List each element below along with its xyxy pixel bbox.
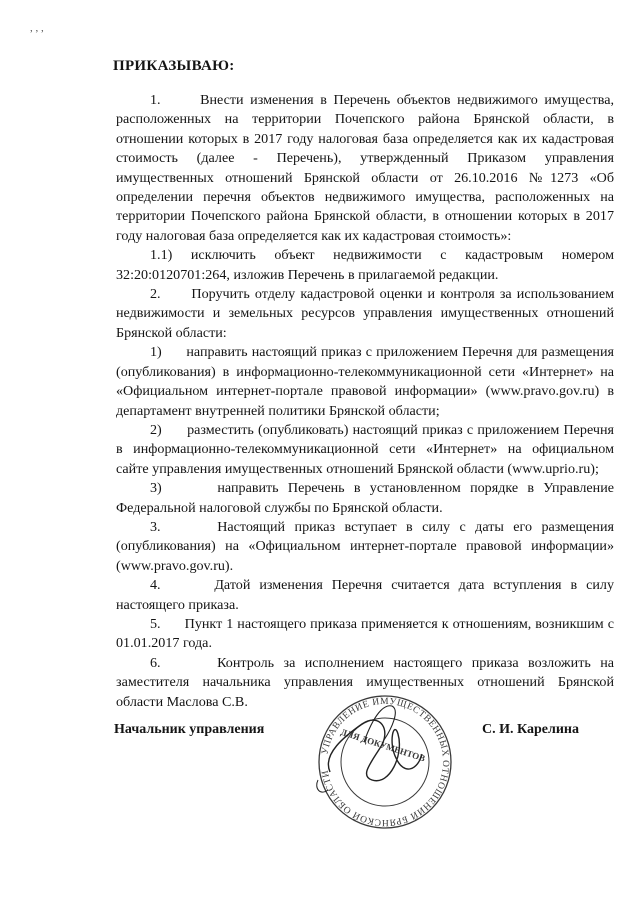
seal-center-text: ДЛЯ ДОКУМЕНТОВ xyxy=(339,726,427,764)
paragraph-item-1: 1. Внести изменения в Перечень объектов недвижимого имущества, расположенных на территории Почепского района Брянской области, в отношении которых в 2017 году налоговая база определяется как их кадастровая стоимость (далее - Перечень), утвержденный Приказом управления имущественных отношений Брянской области от 26.10.2016 №1273 «Об определении перечня объектов недвижимого имущества, расположенных на территории Почепского района Брянской области, в отношении которых в 2017 году налоговая база определяется как их кадастровая стоимость»: xyxy=(116,92,614,244)
paragraph-item-2: 2. Поручить отделу кадастровой оценки и контроля за использованием недвижимости и земельных ресурсов управления имущественных отношений Брянской области: xyxy=(116,286,614,341)
paragraph-item-3: 3. Настоящий приказ вступает в силу с даты его размещения (опубликования) на «Официальном интернет-портале правовой информации» (www.pravo.gov.ru). xyxy=(116,518,614,574)
seal-ring-text xyxy=(320,697,450,827)
paragraph-item-4: 4. Датой изменения Перечня считается дата вступления в силу настоящего приказа. xyxy=(116,577,614,613)
signer-name: С. И. Карелина xyxy=(482,722,579,737)
seal-ring-textpath: УПРАВЛЕНИЕ ИМУЩЕСТВЕННЫХ ОТНОШЕНИЙ БРЯНСКОЙ ОБЛАСТИ xyxy=(320,696,451,828)
paragraph-subitem-2-1: 1) направить настоящий приказ с приложением Перечня для размещения (опубликования) в информационно-телекоммуникационной сети «Интернет» на «Официальном интернет-портале правовой информации» (www.pravo.gov.ru) в департамент внутренней политики Брянской области; xyxy=(116,344,614,419)
order-body xyxy=(116,91,614,712)
paragraph-subitem-2-3: 3) направить Перечень в установленном порядке в Управление Федеральной налоговой службы по Брянской области. xyxy=(116,480,614,516)
scan-marks: , , , xyxy=(30,22,44,34)
signer-position: Начальник управления xyxy=(114,722,265,737)
paragraph-item-6: 6. Контроль за исполнением настоящего приказа возложить на заместителя начальника управления имущественных отношений Брянской области Маслова С.В. xyxy=(116,654,614,710)
order-heading: ПРИКАЗЫВАЮ: xyxy=(113,58,235,74)
seal-outer-ring xyxy=(319,696,451,828)
paragraph-item-5: 5. Пункт 1 настоящего приказа применяется к отношениям, возникшим с 01.01.2017 года. xyxy=(116,615,614,652)
paragraph-item-1-1: 1.1) исключить объект недвижимости с кадастровым номером 32:20:0120701:264, изложив Перечень в прилагаемой редакции. xyxy=(116,247,614,283)
official-seal xyxy=(300,684,470,834)
paragraph-subitem-2-2: 2) разместить (опубликовать) настоящий приказ с приложением Перечня в информационно-телекоммуникационной сети «Интернет» на официальном сайте управления имущественных отношений Брянской области (www.uprio.ru); xyxy=(116,421,614,477)
